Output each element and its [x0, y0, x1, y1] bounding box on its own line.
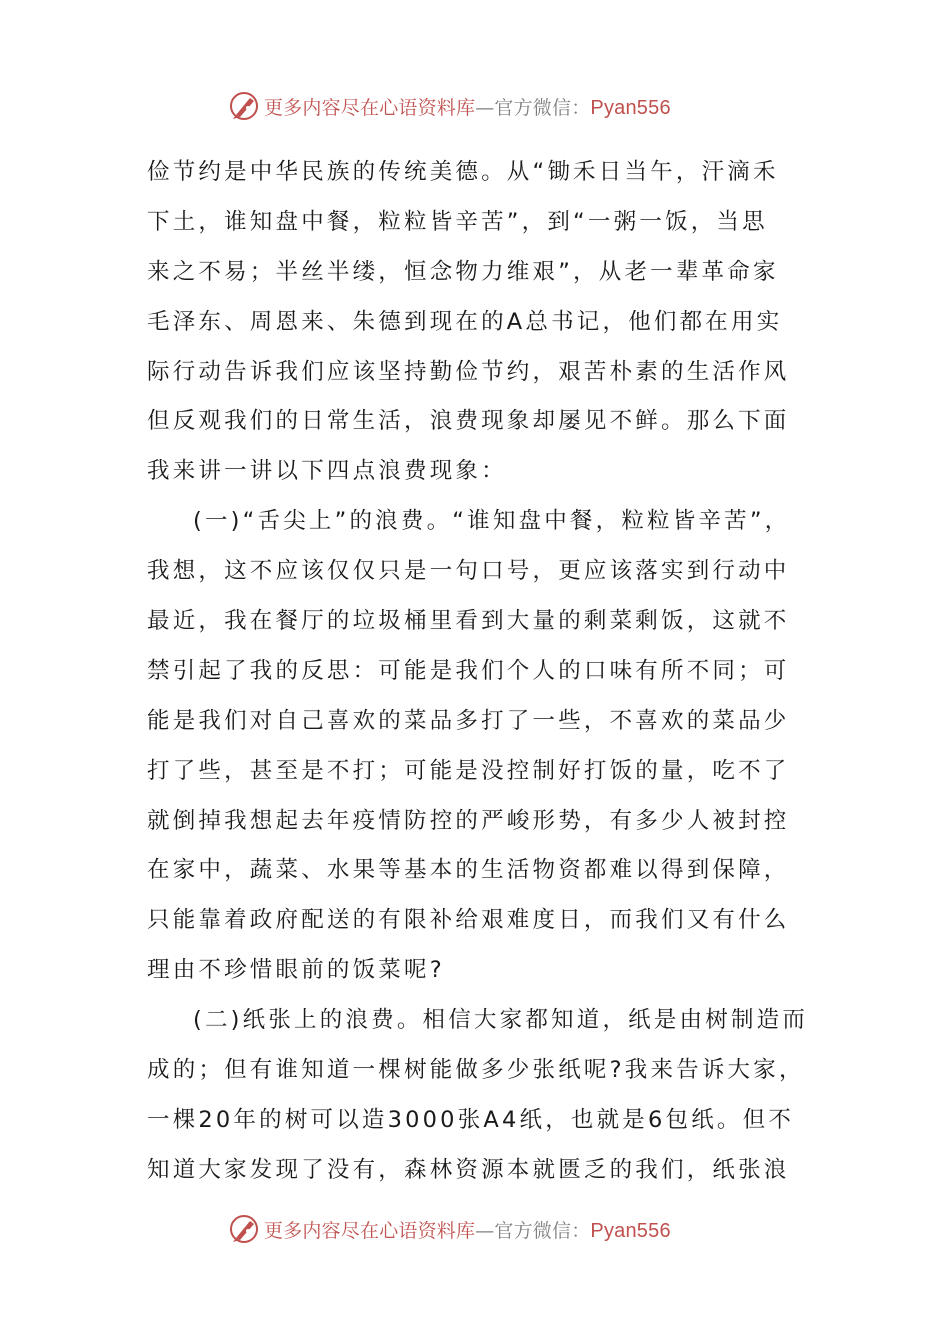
body-line: 下土，谁知盘中餐，粒粒皆辛苦”，到“一粥一饭，当思: [147, 208, 768, 235]
body-line: 一棵20年的树可以造3000张A4纸，也就是6包纸。但不: [147, 1106, 795, 1133]
footer-banner: [0, 1208, 950, 1248]
body-line: 能是我们对自己喜欢的菜品多打了一些，不喜欢的菜品少: [147, 707, 790, 734]
body-line: 我想，这不应该仅仅只是一句口号，更应该落实到行动中: [147, 558, 790, 585]
banner-dash: —: [475, 96, 495, 119]
banner-dash: —: [475, 1219, 495, 1242]
body-line: 最近，我在餐厅的垃圾桶里看到大量的剩菜剩饭，这就不: [147, 608, 790, 635]
banner-wechat-id: Pyan556: [590, 96, 671, 119]
body-line: 毛泽东、周恩来、朱德到现在的A总书记，他们都在用实: [147, 308, 783, 335]
banner-wechat-label: 官方微信：: [494, 96, 591, 119]
body-line: 知道大家发现了没有，森林资源本就匮乏的我们，纸张浪: [147, 1156, 790, 1183]
banner-wechat-id: Pyan556: [590, 1219, 671, 1242]
banner-text: [264, 1216, 671, 1243]
banner-wechat-label: 官方微信：: [494, 1219, 591, 1242]
banner-title: 更多内容尽在心语资料库: [264, 1219, 476, 1242]
body-line: 打了些，甚至是不打；可能是没控制好打饭的量，吃不了: [147, 757, 790, 784]
body-line: 禁引起了我的反思：可能是我们个人的口味有所不同；可: [147, 657, 790, 684]
body-line: 我来讲一讲以下四点浪费现象：: [147, 458, 507, 485]
body-line: (一)“舌尖上”的浪费。“谁知盘中餐，粒粒皆辛苦”，: [193, 508, 791, 535]
body-line: 理由不珍惜眼前的饭菜呢?: [147, 957, 445, 984]
body-line: 际行动告诉我们应该坚持勤俭节约，艰苦朴素的生活作风: [147, 358, 790, 385]
pen-logo-icon: [228, 89, 262, 123]
body-line: 但反观我们的日常生活，浪费现象却屡见不鲜。那么下面: [147, 408, 790, 435]
document-body: [147, 148, 807, 1196]
body-line: 成的；但有谁知道一棵树能做多少张纸呢?我来告诉大家，: [147, 1057, 805, 1084]
banner-text: [264, 93, 671, 120]
body-line: 来之不易；半丝半缕，恒念物力维艰”，从老一辈革命家: [147, 258, 779, 285]
banner-title: 更多内容尽在心语资料库: [264, 96, 476, 119]
body-line: 只能靠着政府配送的有限补给艰难度日，而我们又有什么: [147, 907, 790, 934]
body-line: 在家中，蔬菜、水果等基本的生活物资都难以得到保障，: [147, 857, 790, 884]
body-line: 就倒掉我想起去年疫情防控的严峻形势，有多少人被封控: [147, 807, 790, 834]
pen-logo-icon: [228, 1212, 262, 1246]
body-line: 俭节约是中华民族的传统美德。从“锄禾日当午，汗滴禾: [147, 159, 779, 185]
header-banner: [0, 85, 950, 125]
body-line: (二)纸张上的浪费。相信大家都知道，纸是由树制造而: [193, 1007, 809, 1034]
